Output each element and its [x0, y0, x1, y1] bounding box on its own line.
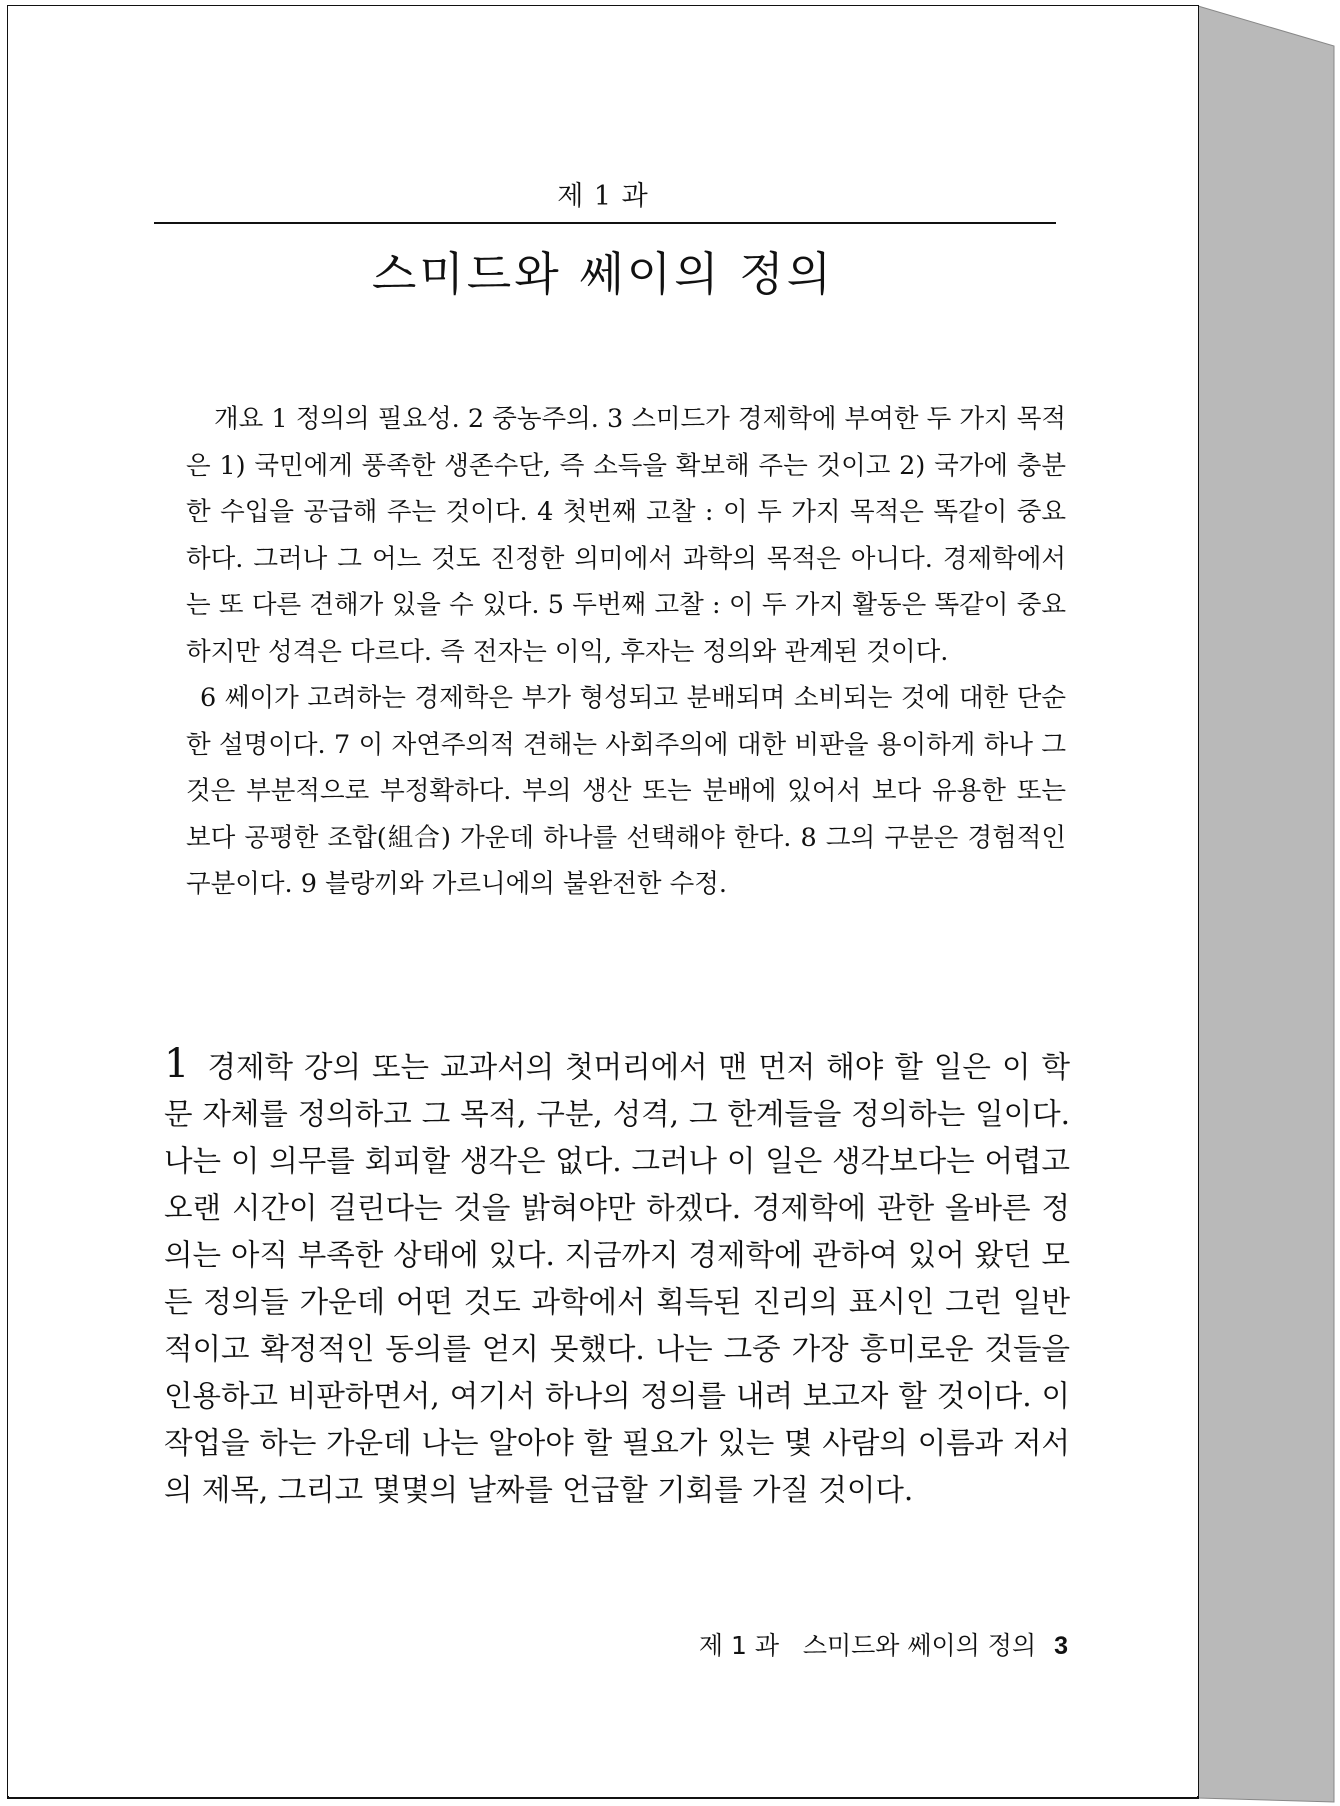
chapter-label: 제 1 과: [557, 181, 649, 212]
section-paragraph: [164, 1041, 1070, 1514]
page-number: 3: [1054, 1632, 1068, 1660]
summary-paragraph-2: 6 쎄이가 고려하는 경제학은 부가 형성되고 분배되며 소비되는 것에 대한 단순한 설명이다. 7 이 자연주의적 견해는 사회주의에 대한 비판을 용이하게 하나 그것은 부분적으로 부정확하다. 부의 생산 또는 분배에 있어서 보다 유용한 또는 보다 공평한 조합(組合) 가운데 하나를 선택해야 한다. 8 그의 구분은 경험적인 구분이다. 9 블랑끼와 가르니에의 불완전한 수정.: [186, 683, 1066, 899]
section-body: 경제학 강의 또는 교과서의 첫머리에서 맨 먼저 해야 할 일은 이 학문 자체를 정의하고 그 목적, 구분, 성격, 그 한계들을 정의하는 일이다. 나는 이 의무를 회피할 생각은 없다. 그러나 이 일은 생각보다는 어렵고 오랜 시간이 걸린다는 것을 밝혀야만 하겠다. 경제학에 관한 올바른 정의는 아직 부족한 상태에 있다. 지금까지 경제학에 관하여 있어 왔던 모든 정의들 가운데 어떤 것도 과학에서 획득된 진리의 표시인 그런 일반적이고 확정적인 동의를 얻지 못했다. 나는 그중 가장 흥미로운 것들을 인용하고 비판하면서, 여기서 하나의 정의를 내려 보고자 할 것이다. 이 작업을 하는 가운데 나는 알아야 할 필요가 있는 몇 사람의 이름과 저서의 제목, 그리고 몇몇의 날짜를 언급할 기회를 가질 것이다.: [164, 1050, 1070, 1507]
page-title: 스미드와 쎄이의 정의: [371, 247, 835, 301]
book-side-edge: [1198, 6, 1334, 1802]
section-number: 1: [164, 1041, 190, 1087]
page: [8, 6, 1198, 1796]
section-1: [164, 1041, 1070, 1514]
running-title: 제 1 과 스미드와 쎄이의 정의: [698, 1631, 1037, 1660]
header-rule: [154, 222, 1056, 224]
chapter-summary: [186, 396, 1066, 908]
running-footer: [8, 1626, 1068, 1662]
summary-paragraph-1: 개요 1 정의의 필요성. 2 중농주의. 3 스미드가 경제학에 부여한 두 가지 목적은 1) 국민에게 풍족한 생존수단, 즉 소득을 확보해 주는 것이고 2) 국가에 충분한 수입을 공급해 주는 것이다. 4 첫번째 고찰 : 이 두 가지 목적은 똑같이 중요하다. 그러나 그 어느 것도 진정한 의미에서 과학의 목적은 아니다. 경제학에서는 또 다른 견해가 있을 수 있다. 5 두번째 고찰 : 이 두 가지 활동은 똑같이 중요하지만 성격은 다르다. 즉 전자는 이익, 후자는 정의와 관계된 것이다.: [186, 404, 1066, 667]
